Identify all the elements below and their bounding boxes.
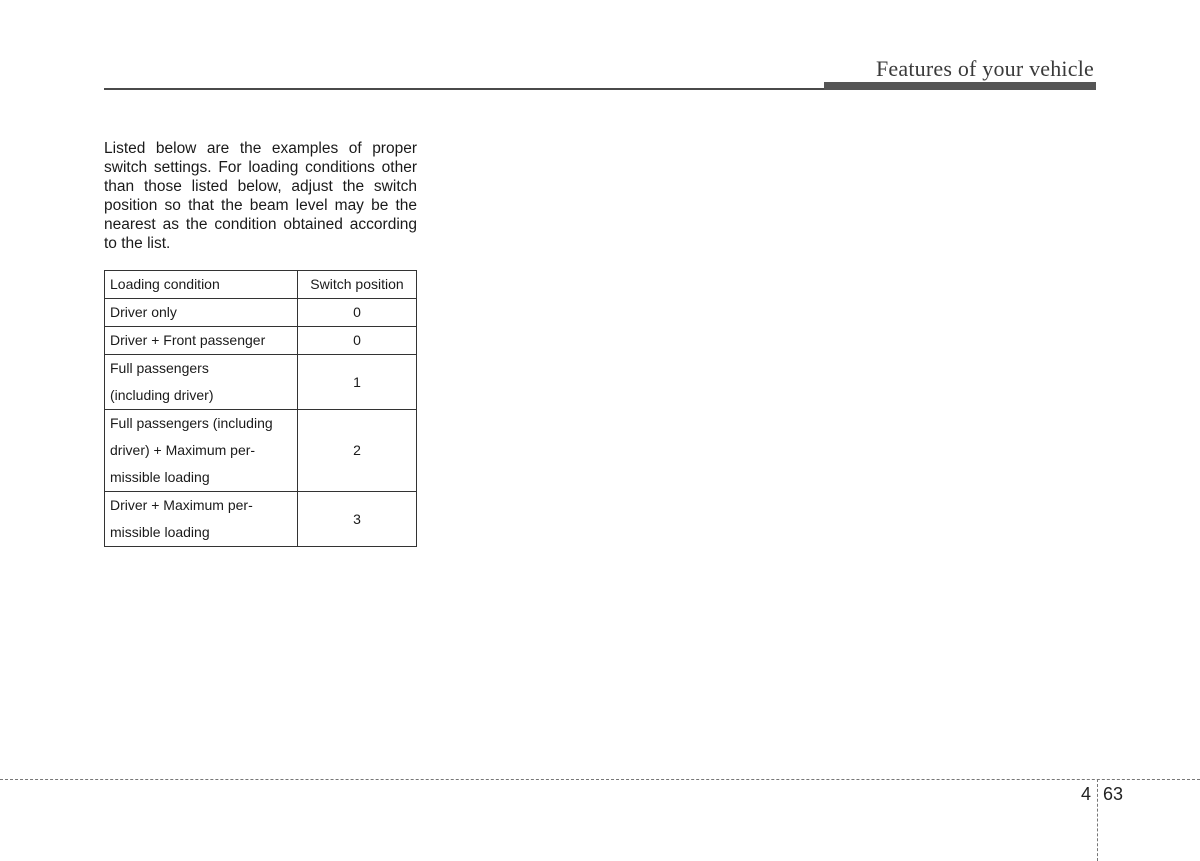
switch-position-cell: 0 — [298, 327, 417, 355]
page-number: 63 — [1103, 784, 1124, 804]
condition-line: Full passengers (including — [110, 415, 273, 431]
table-row — [105, 299, 417, 327]
intro-paragraph: Listed below are the examples of proper switch settings. For loading conditions other than those listed below, adjust the switch position so that the beam level may be the nearest as the condition obtained according to the list. — [104, 140, 417, 252]
table-row — [105, 410, 417, 492]
condition-line: driver) + Maximum per- — [110, 442, 256, 458]
loading-condition-cell — [105, 355, 298, 410]
condition-line: Full passengers — [110, 360, 209, 376]
switch-position-cell: 2 — [298, 410, 417, 492]
condition-line: missible loading — [110, 524, 210, 540]
switch-position-cell: 0 — [298, 299, 417, 327]
column-header-switch-position: Switch position — [298, 271, 417, 299]
condition-line: (including driver) — [110, 387, 214, 403]
loading-condition-cell: Driver only — [105, 299, 298, 327]
footer-page-separator — [1097, 779, 1098, 861]
table-header-row — [105, 271, 417, 299]
column-header-loading-condition: Loading condition — [105, 271, 298, 299]
condition-line: missible loading — [110, 469, 210, 485]
chapter-number: 4 — [1080, 784, 1091, 804]
loading-condition-cell — [105, 492, 298, 547]
table-row — [105, 327, 417, 355]
header-accent-bar — [824, 82, 1096, 90]
loading-condition-cell: Driver + Front passenger — [105, 327, 298, 355]
table-row — [105, 492, 417, 547]
page-header-title: Features of your vehicle — [875, 56, 1094, 81]
switch-position-cell: 3 — [298, 492, 417, 547]
switch-position-cell: 1 — [298, 355, 417, 410]
condition-line: Driver + Maximum per- — [110, 497, 253, 513]
footer-divider — [0, 779, 1200, 780]
loading-condition-table — [104, 270, 417, 547]
header-divider — [104, 88, 824, 90]
table-row — [105, 355, 417, 410]
loading-condition-cell — [105, 410, 298, 492]
